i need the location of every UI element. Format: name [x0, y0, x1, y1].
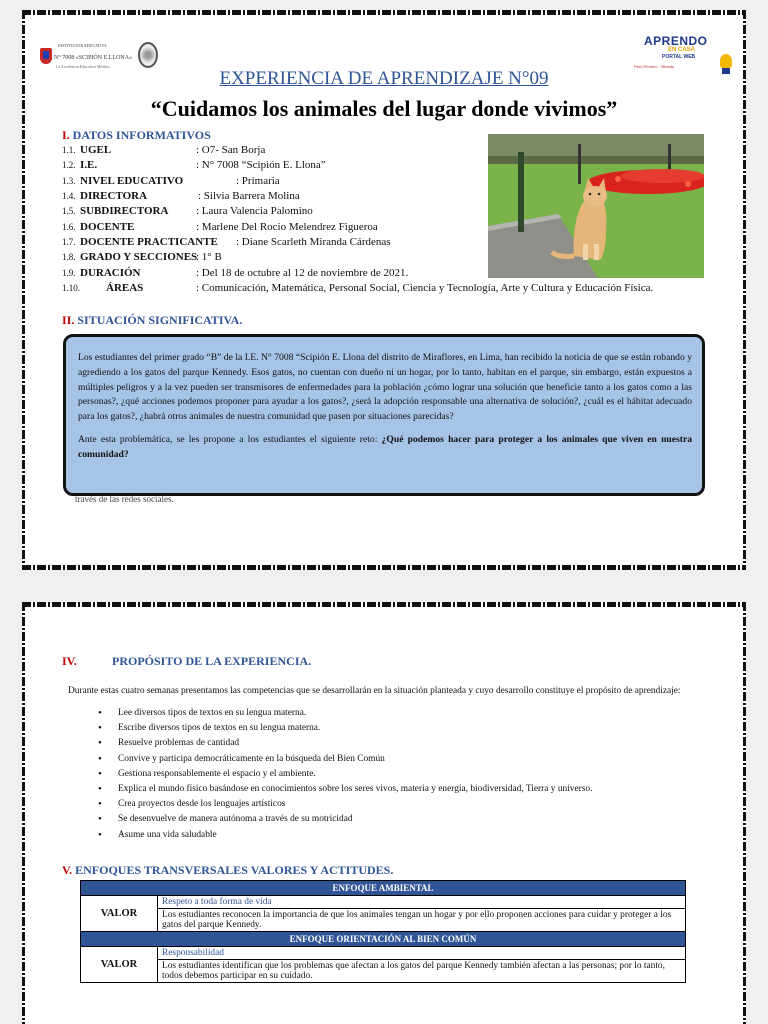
purpose-item: • Resuelve problemas de cantidad — [96, 736, 592, 751]
section-1-title: DATOS INFORMATIVOS — [72, 128, 211, 142]
situation-paragraph-1: Los estudiantes del primer grado “B” de la I.E. N° 7008 “Scipión E. Llona del distrito de Miraflores, en Lima, han recibido la noticia de que se están robando y agrediendo a los gatos del parque Kennedy. Esos gatos, no cuentan con dueño ni un hogar, por lo tanto, habitan en el parque, sin embargo, están expuestos a múltiples peligros y a la vez pueden ser transmisores de enfermedades para la población ¿cómo lograr una solución que beneficie tanto a los gatos como a las personas?, ¿qué acciones podemos proponer para ayudar a los gatos?, ¿será la adopción responsable una alternativa de solución?, ¿cuál es el hábitat adecuado para los gatos?, ¿habrá otros animales de nuestra comunidad que pasen por situaciones parecidas? — [78, 352, 692, 423]
info-row-key: DOCENTE — [80, 221, 135, 233]
info-row-key: NIVEL EDUCATIVO — [80, 175, 184, 187]
page-border-top — [22, 602, 746, 607]
info-row-number: 1.7. — [62, 237, 76, 247]
info-row-number: 1.9. — [62, 268, 76, 278]
valor-description: Los estudiantes identifican que los problemas que afectan a los gatos del parque Kennedy también afectan a las personas; por lo tanto, todos debemos participar en su cuidado. — [158, 960, 686, 983]
info-row-key: ÁREAS — [106, 282, 144, 294]
info-row-number: 1.1. — [62, 145, 76, 155]
page-border-left — [22, 10, 25, 570]
info-row — [62, 205, 313, 219]
purpose-item: • Gestiona responsablemente el espacio y el ambiente. — [96, 767, 592, 782]
section-5-title: ENFOQUES TRANSVERSALES VALORES Y ACTITUDES. — [75, 863, 394, 877]
info-row-number: 1.4. — [62, 191, 76, 201]
info-row — [62, 159, 326, 173]
page-border-left — [22, 602, 25, 1024]
info-row-value: : 1° B — [196, 251, 222, 263]
page-border-right — [743, 602, 746, 1024]
info-row — [62, 282, 654, 296]
situation-paragraph-2 — [78, 433, 692, 463]
cat-photo — [488, 134, 704, 278]
document-page-1 — [22, 10, 746, 570]
section-2-heading — [62, 313, 242, 328]
situation-overflow-text: través de las redes sociales. — [75, 494, 174, 504]
page-border-right — [743, 10, 746, 570]
info-row-key: DOCENTE PRACTICANTE — [80, 236, 218, 248]
section-4-number: IV. — [62, 654, 77, 668]
info-row-value: : N° 7008 “Scipión E. Llona” — [196, 159, 326, 171]
valor-value: Respeto a toda forma de vida — [158, 896, 686, 909]
main-title: “Cuidamos los animales del lugar donde vivimos” — [150, 96, 618, 121]
enfoques-table — [80, 880, 686, 983]
info-row — [62, 251, 222, 265]
info-row-key: UGEL — [80, 144, 112, 156]
purpose-item: • Crea proyectos desde los lenguajes artísticos — [96, 797, 592, 812]
info-row-number: 1.5. — [62, 206, 76, 216]
section-1-heading — [62, 128, 211, 143]
aprendo-portal: PORTAL WEB — [662, 54, 696, 60]
info-row-key: DIRECTORA — [80, 190, 148, 202]
purpose-item: • Se desenvuelve de manera autónoma a través de su motricidad — [96, 812, 592, 827]
valor-label: VALOR — [81, 896, 158, 932]
info-row-number: 1.6. — [62, 222, 76, 232]
page-border-top — [22, 10, 746, 15]
section-2-title: SITUACIÓN SIGNIFICATIVA. — [77, 313, 243, 327]
info-row-value: : Del 18 de octubre al 12 de noviembre de 2021. — [196, 267, 409, 279]
challenge-lead: Ante esta problemática, se les propone a los estudiantes el siguiente reto: — [78, 433, 382, 445]
info-row-number: 1.2. — [62, 160, 76, 170]
aprendo-brand: APRENDO — [644, 34, 708, 48]
info-row-value: : Marlene Del Rocio Melendrez Figueroa — [196, 221, 378, 233]
section-1-number: I. — [62, 128, 70, 142]
info-row-number: 1.10. — [62, 283, 80, 293]
experience-title: EXPERIENCIA DE APRENDIZAJE N°09 — [219, 68, 549, 89]
info-row — [62, 236, 391, 250]
valor-description: Los estudiantes reconocen la importancia de que los animales tengan un hogar y por ello proponen acciones para cuidar y proteger a los gatos del parque Kennedy. — [158, 909, 686, 932]
info-row — [62, 175, 280, 189]
info-row-value: : Diane Scarleth Miranda Cárdenas — [236, 236, 391, 248]
page-border-bottom — [22, 565, 746, 570]
info-row-value: : Primaria — [236, 175, 280, 187]
info-row-key: I.E. — [80, 159, 98, 171]
section-5-heading — [62, 863, 393, 878]
info-row — [62, 144, 266, 158]
info-row-value: : Laura Valencia Palomino — [196, 205, 313, 217]
section-4-title: PROPÓSITO DE LA EXPERIENCIA. — [112, 654, 312, 668]
info-row — [62, 221, 378, 235]
valor-label: VALOR — [81, 947, 158, 983]
valor-value: Responsabilidad — [158, 947, 686, 960]
info-row-key: DURACIÓN — [80, 267, 141, 279]
info-row-key: SUBDIRECTORA — [80, 205, 169, 217]
info-row-number: 1.8. — [62, 252, 76, 262]
purpose-item: • Convive y participa democráticamente en la búsqueda del Bien Común — [96, 752, 592, 767]
school-logo-name: N° 7008 «SCIPIÓN E.LLONA» — [54, 55, 133, 61]
info-row-key: GRADO Y SECCIONES — [80, 251, 198, 263]
section-4-heading — [62, 654, 311, 669]
info-row-value: : Comunicación, Matemática, Personal Social, Ciencia y Tecnología, Arte y Cultura y Educación Física. — [196, 282, 654, 294]
shield-icon — [40, 48, 52, 64]
info-row — [62, 190, 300, 204]
enfoque-header-ambiental: ENFOQUE AMBIENTAL — [81, 881, 686, 896]
info-row — [62, 267, 409, 281]
purpose-item: • Escribe diversos tipos de textos en su lengua materna. — [96, 721, 592, 736]
aprendo-sub: EN CASA — [668, 47, 696, 53]
purpose-list — [96, 706, 592, 843]
enfoque-header-bien-comun: ENFOQUE ORIENTACIÓN AL BIEN COMÚN — [81, 932, 686, 947]
info-row-number: 1.3. — [62, 176, 76, 186]
school-logo-motto: La Excelencia Educativa Mileños — [56, 64, 110, 69]
purpose-intro: Durante estas cuatro semanas presentamos las competencias que se desarrollarán en la situación planteada y cuyo desarrollo constituye el propósito de aprendizaje: — [68, 686, 681, 696]
purpose-item: • Asume una vida saludable — [96, 828, 592, 843]
document-page-2 — [22, 602, 746, 1024]
info-row-value: : O7- San Borja — [196, 144, 266, 156]
cat-in-park-image — [488, 134, 704, 278]
purpose-item: • Lee diversos tipos de textos en su lengua materna. — [96, 706, 592, 721]
challenge-question: ¿Qué podemos hacer para proteger a los animales que viven en nuestra comunidad? — [78, 433, 692, 460]
aprendo-footer: Perú Primero · Minedu — [634, 64, 675, 69]
situation-box — [63, 334, 705, 496]
purpose-item: • Explica el mundo físico basándose en conocimientos sobre los seres vivos, materia y energía, biodiversidad, Tierra y universo. — [96, 782, 592, 797]
section-5-number: V. — [62, 863, 73, 877]
child-mascot-icon — [720, 54, 732, 68]
section-2-number: II. — [62, 313, 75, 327]
school-logo-top-line: INSTITUCION EDUCATIVA — [58, 43, 107, 48]
crest-icon — [138, 42, 158, 68]
info-row-value: : Silvia Barrera Molina — [198, 190, 300, 202]
